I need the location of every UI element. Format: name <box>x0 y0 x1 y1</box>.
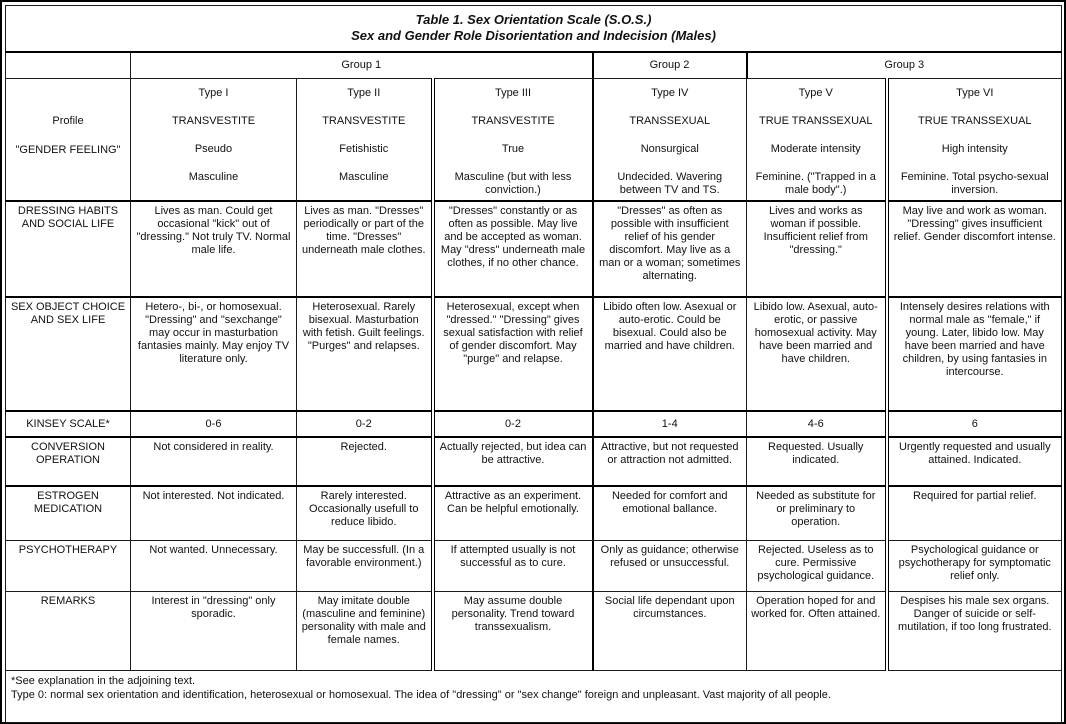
type-number: Type VI <box>956 87 994 99</box>
footnote-row <box>6 670 1062 722</box>
dressing-type-1: Lives as man. Could get occasional "kick" out of "dressing." Not truly TV. Normal male life. <box>131 201 297 297</box>
profile-row <box>6 79 1062 202</box>
sex-object-row <box>6 297 1062 411</box>
type-feeling: Undecided. Wavering between TV and TS. <box>617 171 723 196</box>
estrogen-type-4: Needed for comfort and emotional ballance. <box>593 486 747 540</box>
conversion-operation-row <box>6 437 1062 486</box>
profile-type-3 <box>433 79 593 202</box>
estrogen-type-1: Not interested. Not indicated. <box>131 486 297 540</box>
group-2-header: Group 2 <box>593 52 747 79</box>
profile-type-5 <box>747 79 887 202</box>
type-number: Type V <box>798 87 833 99</box>
estrogen-type-3: Attractive as an experiment. Can be helpful emotionally. <box>433 486 593 540</box>
type-subtitle: High intensity <box>941 143 1008 155</box>
group-header-row <box>6 52 1062 79</box>
remarks-type-3: May assume double personality. Trend toward transsexualism. <box>433 591 593 670</box>
type-subtitle: Moderate intensity <box>770 143 861 155</box>
sexobj-type-3: Heterosexual, except when "dressed." "Dressing" gives sexual satisfaction with relief of gender discomfort. May "purge" and relapse. <box>433 297 593 411</box>
conversion-type-1: Not considered in reality. <box>131 437 297 486</box>
type-subtitle: Pseudo <box>194 143 233 155</box>
estrogen-type-2: Rarely interested. Occasionally usefull to reduce libido. <box>297 486 433 540</box>
conversion-type-5: Requested. Usually indicated. <box>747 437 887 486</box>
remarks-type-2: May imitate double (masculine and feminine) personality with male and female names. <box>297 591 433 670</box>
profile-type-1 <box>131 79 297 202</box>
conversion-type-4: Attractive, but not requested or attraction not admitted. <box>593 437 747 486</box>
dressing-type-3: "Dresses" constantly or as often as possible. May live and be accepted as woman. May "dress" underneath male clothes, if no other chance. <box>433 201 593 297</box>
psychotherapy-type-1: Not wanted. Unnecessary. <box>131 540 297 591</box>
row-label-psychotherapy: PSYCHOTHERAPY <box>6 540 131 591</box>
estrogen-type-6: Required for partial relief. <box>887 486 1062 540</box>
sexobj-type-5: Libido low. Asexual, auto-erotic, or passive homosexual activity. May have been married and have children. <box>747 297 887 411</box>
kinsey-type-1: 0-6 <box>131 411 297 437</box>
profile-label-line2: "GENDER FEELING" <box>15 144 121 156</box>
conversion-type-2: Rejected. <box>297 437 433 486</box>
kinsey-type-2: 0-2 <box>297 411 433 437</box>
psychotherapy-row <box>6 540 1062 591</box>
sexobj-type-4: Libido often low. Asexual or auto-erotic. Could be bisexual. Could also be married and have children. <box>593 297 747 411</box>
type-name: TRANSVESTITE <box>171 115 256 127</box>
footnote-cell <box>6 670 1062 722</box>
profile-type-6 <box>887 79 1062 202</box>
psychotherapy-type-3: If attempted usually is not successful as to cure. <box>433 540 593 591</box>
type-subtitle: True <box>501 143 525 155</box>
row-label-conversion-operation: CONVERSION OPERATION <box>6 437 131 486</box>
dressing-habits-row <box>6 201 1062 297</box>
type-name: TRANSVESTITE <box>322 115 406 127</box>
kinsey-type-4: 1-4 <box>593 411 747 437</box>
type-feeling: Feminine. ("Trapped in a male body".) <box>755 171 876 196</box>
kinsey-type-3: 0-2 <box>433 411 593 437</box>
type-feeling: Feminine. Total psycho-sexual inversion. <box>900 171 1049 196</box>
kinsey-scale-row <box>6 411 1062 437</box>
remarks-row <box>6 591 1062 670</box>
estrogen-type-5: Needed as substitute for or preliminary to operation. <box>747 486 887 540</box>
dressing-type-4: "Dresses" as often as possible with insufficient relief of his gender discomfort. May live as a man or a woman; sometimes alternating. <box>593 201 747 297</box>
row-label-remarks: REMARKS <box>6 591 131 670</box>
footnote-line1: *See explanation in the adjoining text. <box>11 674 196 687</box>
type-name: TRANSVESTITE <box>471 115 555 127</box>
type-name: TRANSSEXUAL <box>629 115 711 127</box>
profile-type-4 <box>593 79 747 202</box>
type-number: Type IV <box>651 87 689 99</box>
sos-table <box>5 5 1062 723</box>
table-title-line1: Table 1. Sex Orientation Scale (S.O.S.) <box>415 12 652 28</box>
row-label-dressing-habits: DRESSING HABITS AND SOCIAL LIFE <box>6 201 131 297</box>
sexobj-type-1: Hetero-, bi-, or homosexual. "Dressing" and "sexchange" may occur in masturbation fantasies mainly. May enjoy TV literature only. <box>131 297 297 411</box>
type-name: TRUE TRANSSEXUAL <box>918 115 1032 127</box>
type-feeling: Masculine <box>188 171 239 183</box>
dressing-type-2: Lives as man. "Dresses" periodically or part of the time. "Dresses" underneath male clothes. <box>297 201 433 297</box>
conversion-type-6: Urgently requested and usually attained. Indicated. <box>887 437 1062 486</box>
profile-type-2 <box>297 79 433 202</box>
dressing-type-6: May live and work as woman. "Dressing" gives insufficient relief. Gender discomfort intense. <box>887 201 1062 297</box>
row-label-profile <box>6 79 131 202</box>
type-feeling: Masculine (but with less conviction.) <box>454 171 572 196</box>
footnote-line2: Type 0: normal sex orientation and identification, heterosexual or homosexual. The idea of "dressing" or "sex change" foreign and unpleasant. Vast majority of all people. <box>11 688 831 701</box>
type-number: Type II <box>347 87 381 99</box>
psychotherapy-type-5: Rejected. Useless as to cure. Permissive psychological guidance. <box>747 540 887 591</box>
type-subtitle: Nonsurgical <box>640 143 699 155</box>
sexobj-type-6: Intensely desires relations with normal male as "female," if young. Later, libido low. May have been married and have children, by using fantasies in intercourse. <box>887 297 1062 411</box>
group-header-spacer <box>6 52 131 79</box>
group-1-header: Group 1 <box>131 52 593 79</box>
row-label-sex-object: SEX OBJECT CHOICE AND SEX LIFE <box>6 297 131 411</box>
conversion-type-3: Actually rejected, but idea can be attractive. <box>433 437 593 486</box>
remarks-type-1: Interest in "dressing" only sporadic. <box>131 591 297 670</box>
psychotherapy-type-2: May be successfull. (In a favorable environment.) <box>297 540 433 591</box>
table-title-cell <box>6 6 1062 52</box>
remarks-type-6: Despises his male sex organs. Danger of suicide or self-mutilation, if too long frustrated. <box>887 591 1062 670</box>
table-title-line2: Sex and Gender Role Disorientation and Indecision (Males) <box>351 28 716 44</box>
psychotherapy-type-6: Psychological guidance or psychotherapy for symptomatic relief only. <box>887 540 1062 591</box>
sexobj-type-2: Heterosexual. Rarely bisexual. Masturbation with fetish. Guilt feelings. "Purges" and relapses. <box>297 297 433 411</box>
kinsey-type-6: 6 <box>887 411 1062 437</box>
type-feeling: Masculine <box>338 171 389 183</box>
psychotherapy-type-4: Only as guidance; otherwise refused or unsuccessful. <box>593 540 747 591</box>
group-3-header: Group 3 <box>747 52 1062 79</box>
remarks-type-5: Operation hoped for and worked for. Often attained. <box>747 591 887 670</box>
dressing-type-5: Lives and works as woman if possible. Insufficient relief from "dressing." <box>747 201 887 297</box>
kinsey-type-5: 4-6 <box>747 411 887 437</box>
type-number: Type I <box>198 87 229 99</box>
row-label-estrogen-medication: ESTROGEN MEDICATION <box>6 486 131 540</box>
remarks-type-4: Social life dependant upon circumstances. <box>593 591 747 670</box>
type-name: TRUE TRANSSEXUAL <box>759 115 873 127</box>
row-label-kinsey-scale: KINSEY SCALE* <box>6 411 131 437</box>
type-number: Type III <box>494 87 532 99</box>
estrogen-medication-row <box>6 486 1062 540</box>
profile-label-line1: Profile <box>52 115 84 127</box>
type-subtitle: Fetishistic <box>339 143 389 155</box>
title-row <box>6 6 1062 52</box>
